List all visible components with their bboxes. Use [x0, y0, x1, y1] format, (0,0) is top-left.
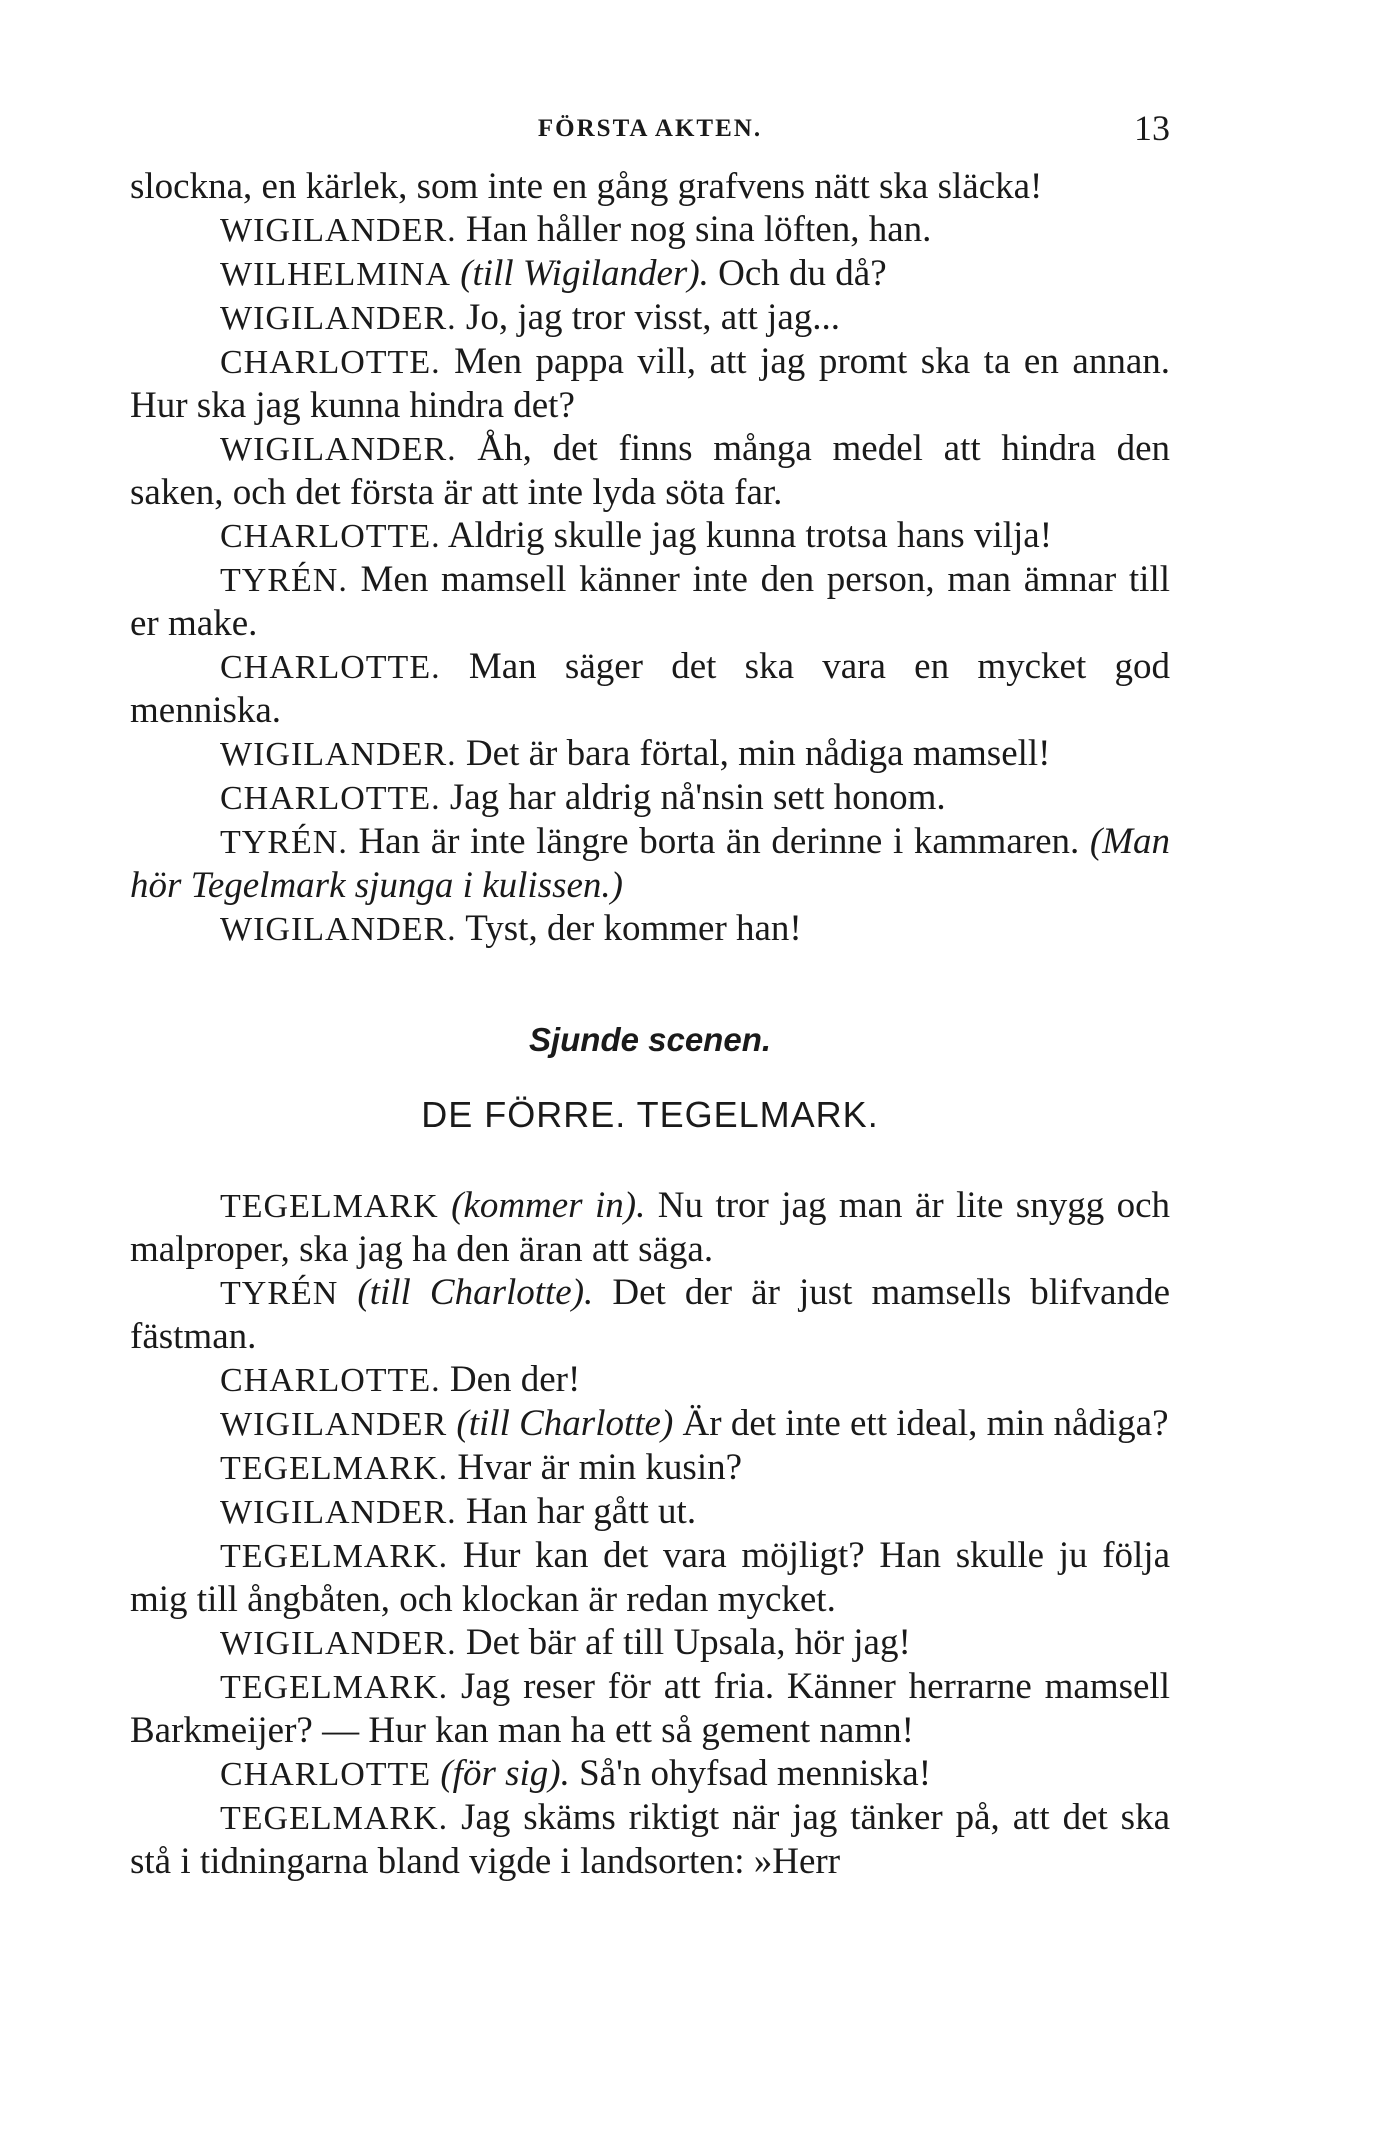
speaker-name: WIGILANDER.	[220, 911, 457, 948]
speech: TYRÉN (till Charlotte). Det der är just mamsells blifvande fästman.	[130, 1272, 1171, 1357]
speaker-name: CHARLOTTE.	[220, 780, 441, 817]
speaker-name: TEGELMARK.	[220, 1669, 449, 1706]
speech: WIGILANDER. Han har gått ut.	[220, 1491, 697, 1532]
speech: TYRÉN. Han är inte längre borta än derinne i kammaren. (Man hör Tegelmark sjunga i kulissen.)	[130, 821, 1171, 906]
speaker-name: WIGILANDER.	[220, 212, 457, 249]
speech: TYRÉN. Men mamsell känner inte den person, man ämnar till er make.	[130, 559, 1171, 644]
running-header	[130, 105, 1170, 165]
speaker-name: WIGILANDER.	[220, 1494, 457, 1531]
scene-cast: DE FÖRRE. TEGELMARK.	[421, 1094, 879, 1135]
speaker-name: TEGELMARK	[220, 1188, 439, 1225]
speaker-name: WILHELMINA	[220, 256, 451, 293]
speaker-name: CHARLOTTE.	[220, 344, 441, 381]
speech: WIGILANDER. Tyst, der kommer han!	[220, 908, 802, 949]
speaker-name: WIGILANDER	[220, 1406, 448, 1443]
speech: WIGILANDER. Han håller nog sina löften, han.	[220, 209, 932, 250]
page-number: 13	[1134, 108, 1170, 148]
speech: TEGELMARK. Hvar är min kusin?	[220, 1447, 743, 1488]
speaker-name: TYRÉN.	[220, 562, 348, 599]
speaker-name: TYRÉN	[220, 1275, 339, 1312]
speech: CHARLOTTE (för sig). Så'n ohyfsad menniska!	[220, 1753, 932, 1794]
speaker-name: TEGELMARK.	[220, 1538, 449, 1575]
stage-direction: (till Charlotte)	[456, 1403, 674, 1444]
speaker-name: TYRÉN.	[220, 824, 348, 861]
book-page	[130, 105, 1170, 1883]
speech: CHARLOTTE. Den der!	[220, 1359, 581, 1400]
speech: CHARLOTTE. Man säger det ska vara en mycket god menniska.	[130, 646, 1170, 731]
speech: CHARLOTTE. Jag har aldrig nå'nsin sett honom.	[220, 777, 946, 818]
speaker-name: TEGELMARK.	[220, 1800, 449, 1837]
speaker-name: CHARLOTTE.	[220, 1362, 441, 1399]
speaker-name: WIGILANDER.	[220, 736, 457, 773]
speech: WIGILANDER. Jo, jag tror visst, att jag...	[220, 297, 840, 338]
speech: WIGILANDER. Det bär af till Upsala, hör jag!	[220, 1622, 911, 1663]
speech: WIGILANDER. Åh, det finns många medel att hindra den saken, och det första är att inte lyda söta far.	[130, 428, 1170, 513]
stage-direction: (kommer in).	[451, 1185, 646, 1226]
speech: TEGELMARK. Jag skäms riktigt när jag tänker på, att det ska stå i tidningarna bland vigde i landsorten: »Herr	[130, 1797, 1170, 1882]
speaker-name: TEGELMARK.	[220, 1450, 449, 1487]
speaker-name: CHARLOTTE.	[220, 649, 441, 686]
continuation-line: slockna, en kärlek, som inte en gång grafvens nätt ska släcka!	[130, 166, 1043, 207]
speaker-name: CHARLOTTE	[220, 1756, 432, 1793]
speech: CHARLOTTE. Men pappa vill, att jag promt ska ta en annan. Hur ska jag kunna hindra det?	[130, 341, 1170, 426]
speech: TEGELMARK (kommer in). Nu tror jag man är lite snygg och malproper, ska jag ha den äran att säga.	[130, 1185, 1171, 1270]
speech: TEGELMARK. Hur kan det vara möjligt? Han skulle ju följa mig till ångbåten, och klockan är redan mycket.	[130, 1535, 1171, 1620]
scene-heading: Sjunde scenen.	[528, 1021, 772, 1058]
speaker-name: WIGILANDER.	[220, 431, 457, 468]
stage-direction: (för sig).	[440, 1753, 570, 1794]
speaker-name: WIGILANDER.	[220, 1625, 457, 1662]
stage-direction: (till Charlotte).	[357, 1272, 594, 1313]
stage-direction: (Man hör Tegelmark sjunga i kulissen.)	[130, 821, 1171, 906]
stage-direction: (till Wigilander).	[460, 253, 709, 294]
speaker-name: WIGILANDER.	[220, 300, 457, 337]
speech: WIGILANDER (till Charlotte) Är det inte ett ideal, min nådiga?	[220, 1403, 1169, 1444]
speech: CHARLOTTE. Aldrig skulle jag kunna trotsa hans vilja!	[220, 515, 1053, 556]
running-title: FÖRSTA AKTEN.	[537, 115, 763, 142]
speech: WIGILANDER. Det är bara förtal, min nådiga mamsell!	[220, 733, 1051, 774]
speaker-name: CHARLOTTE.	[220, 518, 441, 555]
speech: TEGELMARK. Jag reser för att fria. Känner herrarne mamsell Barkmeijer? — Hur kan man ha ett så gement namn!	[130, 1666, 1170, 1751]
speech: WILHELMINA (till Wigilander). Och du då?	[220, 253, 887, 294]
